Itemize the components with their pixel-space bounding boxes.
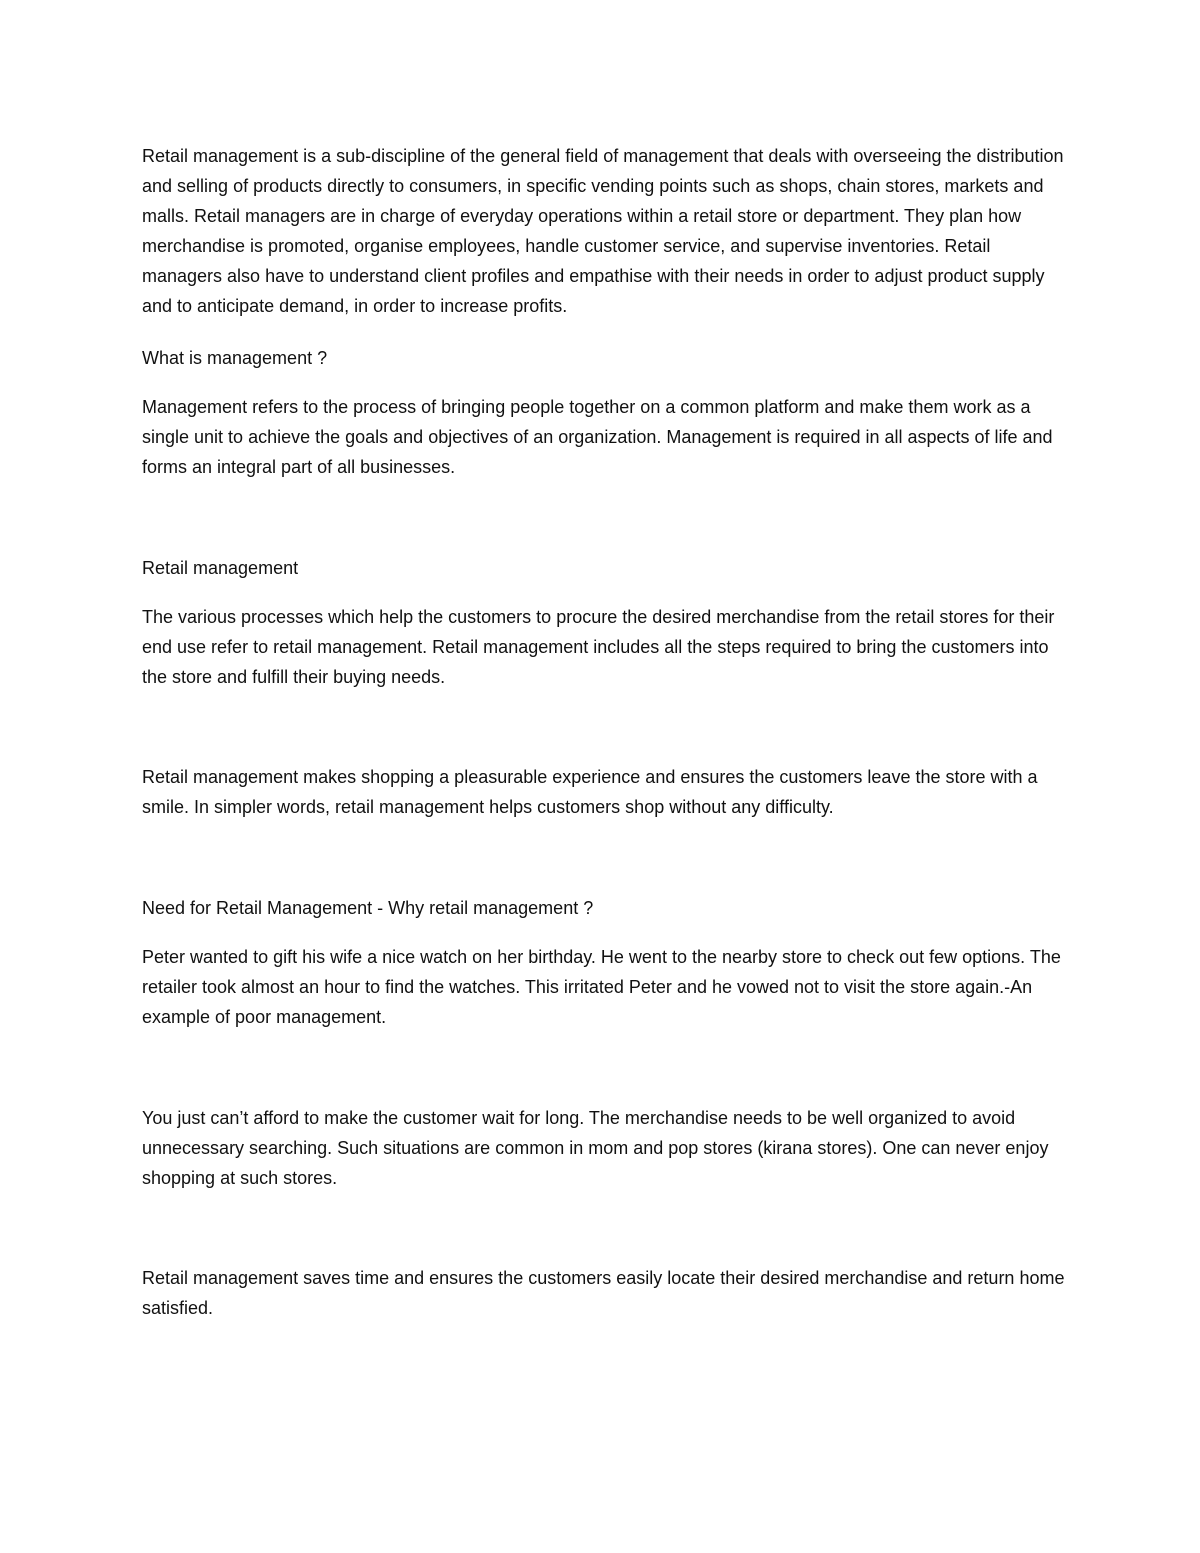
need-for-retail-heading: Need for Retail Management - Why retail management ?	[142, 898, 594, 918]
customer-wait-paragraph: You just can’t afford to make the customer wait for long. The merchandise needs to be well organized to avoid unnecessary searching. Such situations are common in mom and pop stores (kirana stores). One can never enjoy shopping at such stores.	[142, 1108, 1049, 1188]
saves-time-paragraph: Retail management saves time and ensures the customers easily locate their desired merchandise and return home satisfied.	[142, 1268, 1065, 1318]
shopping-experience-paragraph: Retail management makes shopping a pleasurable experience and ensures the customers leave the store with a smile. In simpler words, retail management helps customers shop without any difficulty.	[142, 767, 1038, 817]
management-definition-paragraph: Management refers to the process of bringing people together on a common platform and make them work as a single unit to achieve the goals and objectives of an organization. Management is required in all aspects of life and forms an integral part of all businesses.	[142, 397, 1053, 477]
retail-management-heading: Retail management	[142, 558, 299, 578]
management-question: What is management ?	[142, 348, 328, 368]
intro-paragraph: Retail management is a sub-discipline of the general field of management that deals with overseeing the distribution and selling of products directly to consumers, in specific vending points such as shops, chain stores, markets and malls. Retail managers are in charge of everyday operations within a retail store or department. They plan how merchandise is promoted, organise employees, handle customer service, and supervise inventories. Retail managers also have to understand client profiles and empathise with their needs in order to adjust product supply and to anticipate demand, in order to increase profits.	[142, 146, 1064, 316]
peter-example-paragraph: Peter wanted to gift his wife a nice watch on her birthday. He went to the nearby store to check out few options. The retailer took almost an hour to find the watches. This irritated Peter and he vowed not to visit the store again.-An example of poor management.	[142, 947, 1061, 1027]
retail-process-paragraph: The various processes which help the customers to procure the desired merchandise from the retail stores for their end use refer to retail management. Retail management includes all the steps required to bring the customers into the store and fulfill their buying needs.	[142, 607, 1055, 687]
